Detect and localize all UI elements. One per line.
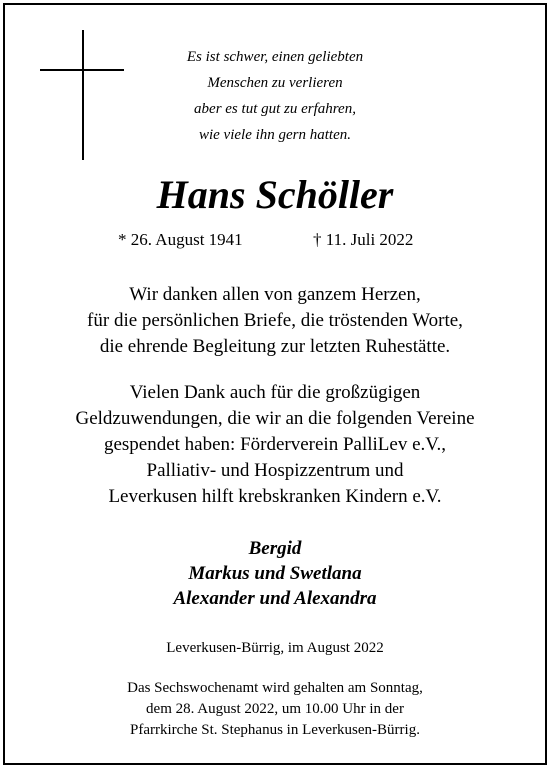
donations-line: Geldzuwendungen, die wir an die folgenden Vereine [75,408,475,429]
donations-line: gespendet haben: Förderverein PalliLev e.V., [103,434,447,455]
quote-line: aber es tut gut zu erfahren, [194,101,356,117]
deceased-name: Hans Schöller [156,172,394,217]
service-line: dem 28. August 2022, um 10.00 Uhr in der [146,701,404,717]
signers-list [0,536,550,611]
quote-line: Es ist schwer, einen geliebten [186,49,364,65]
signer-name: Markus und Swetlana [188,563,362,584]
quote-line: Menschen zu verlieren [207,75,343,91]
donations-line: Vielen Dank auch für die großzügigen [129,382,421,403]
service-line: Pfarrkirche St. Stephanus in Leverkusen-Bürrig. [130,722,420,738]
thanks-line: für die persönlichen Briefe, die tröstenden Worte, [87,310,463,331]
thanks-paragraph [0,282,550,360]
donations-line: Leverkusen hilft krebskranken Kindern e.V. [108,486,442,507]
quote-line: wie viele ihn gern hatten. [198,127,352,143]
memorial-quote [130,44,420,148]
donations-line: Palliativ- und Hospizzentrum und [146,460,404,481]
cross-vertical-bar [82,30,84,160]
thanks-line: Wir danken allen von ganzem Herzen, [129,284,421,305]
signer-name: Bergid [248,538,302,559]
birth-date: * 26. August 1941 [118,230,243,249]
service-announcement [0,678,550,741]
thanks-line: die ehrende Begleitung zur letzten Ruhestätte. [99,336,451,357]
place-and-date: Leverkusen-Bürrig, im August 2022 [166,640,384,656]
service-line: Das Sechswochenamt wird gehalten am Sonntag, [127,680,423,696]
death-date: † 11. Juli 2022 [313,230,414,249]
donations-paragraph [0,380,550,510]
cross-horizontal-bar [40,69,124,71]
signer-name: Alexander und Alexandra [173,588,377,609]
